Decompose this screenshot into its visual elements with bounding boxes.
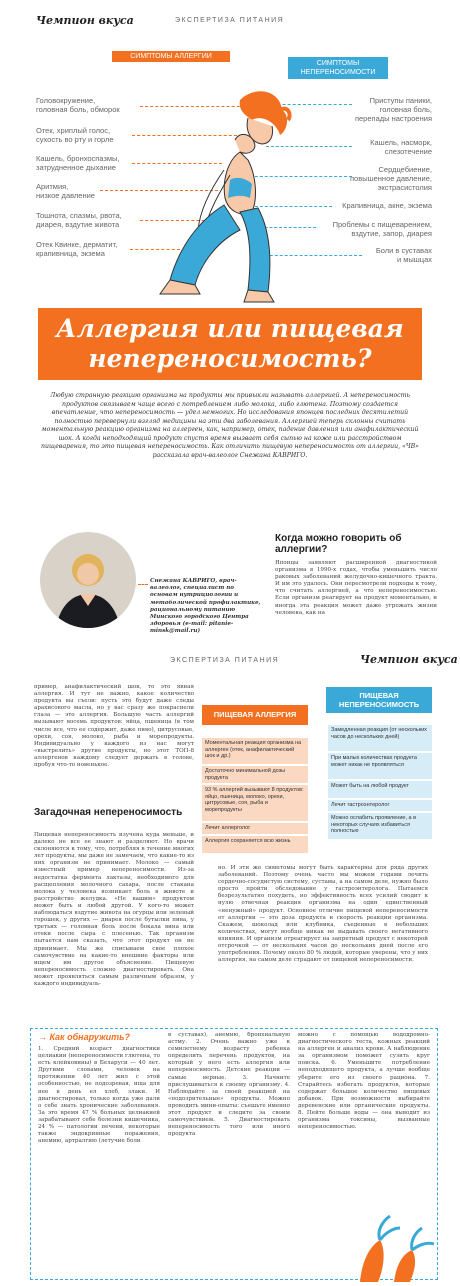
intolerance-tag-line2: НЕПЕРЕНОСИМОСТИ [300,69,376,76]
symptom-line: крапивница, экзема [36,249,105,258]
allergy-cell: 93 % аллергий вызывают 8 продуктов: яйцо, пшеница, молоко, орехи, цитрусовые, соя, рыба и морепродукты [202,785,308,821]
symptom-line: повышенное давление, [350,174,432,183]
vegetables-illustration [350,1210,436,1282]
symptom-line: Кашель, бронхоспазмы, [36,154,120,163]
allergy-header: ПИЩЕВАЯ АЛЛЕРГИЯ [202,705,308,725]
brand-logo: Чемпион вкуса [360,653,458,666]
intolerance-column [328,725,432,841]
symptom-line: вздутие, запор, диарея [351,229,432,238]
allergy-cell: Моментальная реакция организма на аллерген (отек, анафилактический шок и др.) [202,738,308,764]
lead-paragraph: Любую странную реакцию организма на продукты мы привыкли называть аллергией. А непереносимость продуктов связываем чаще всего с потреблением либо молока, либо глютена. Поэтому создается впечатление, что непереносимость — удел немногих. Но исследования японцев последних десятилетий полностью перевернули взгляд медицины на эти два заболевания. Аллергией теперь склонны считать моментальную реакцию организма на аллерген, как, например, отек, падение давления или анафилактический шок. А когда неподходящий продукт спустя время вызвает себя сыпью на коже или расстройством пищеварения, то это пищевая непереносимость. Как отличить пищевую непереносимость от аллергии, «ЧВ» рассказала врач-валеолог Снежана КАВРИГО. [41,392,419,459]
box-column: можно с помощью вододромно-диагностического теста, кожных реакций на аллерген и анализ крови. А наблюдение за организмом поможет сузить круг поиска. 6. Уменьшите потребление неподходящего продукта, а лучше вообще уберите его из своего рациона. 7. Старайтесь избегать продуктов, которые содержат большое количество пищевых добавок. При возможности выбирайте деревенские или органические продукты. 8. Пейте больше воды — она выводит из организма токсины, вызванные непереносимостью. [298,1032,430,1131]
allergy-symptoms-tag-label: СИМПТОМЫ АЛЛЕРГИИ [130,53,212,60]
symptom-line: Кашель, насморк, [370,138,432,147]
intolerance-symptom [350,165,432,192]
brand-logo: Чемпион вкуса [36,14,134,27]
symptom-line: сухость во рту и горле [36,135,114,144]
symptom-line: слезотечение [384,147,432,156]
box-column: 1. Средний возраст диагностики целиакии (непереносимости глютена, то есть клейковины) в Беларуси — 40 лет. Другими словами, человек на протяжении 40 лет жил с этой особенностью, не подозревая, ища для нее в день ел хлеб, злаки. И диагностировал, только когда уже дали о себе знать хронические заболевания. За это время 47 % больных целиакией зарабатывают себе болезни кишечника, 24 % — патологии печени, некоторые также эндокринные поражения, анемию, артралгию (летучие боли [38,1046,160,1145]
intolerance-tag-line1: СИМПТОМЫ [316,60,360,67]
section-heading: Загадочная непереносимость [34,807,183,818]
symptom-line: головная боль, обморок [36,105,120,114]
symptom-line: Отек, хриплый голос, [36,126,111,135]
intolerance-symptom [333,220,432,238]
intolerance-cell: Можно ослабить проявление, а в некоторых случаях избавиться полностью [328,813,432,839]
symptom-line: Боли в суставах [375,246,432,255]
caption-connector [138,584,148,585]
symptom-line: Проблемы с пищеварением, [332,220,432,229]
allergy-symptom [36,211,122,229]
intolerance-cell: Замедленная реакция (от нескольких часов до нескольких дней) [328,725,432,751]
symptom-line: Приступы паники, [369,96,432,105]
box-column: в суставах), анемию, бронхиальную астму. 2. Очень важно уже к семилетнему возрасту ребенка определить перечень продуктов, на который у него есть аллергия или непереносимость. Детские реакции — самые верные. 3. Начните прислушиваться к своему организму. 4. Наблюдайте за своей реакцией на «подозрительные» продукты. Можно проводить мини-опыты: съешьте именно этот продукт и следите за своим самочувствием. 5. Диагностировать непереносимость того или иного продукта [168,1032,290,1138]
box-title [38,1032,130,1042]
symptom-line: Крапивница, акне, экзема [342,201,432,210]
sidebar-text: Японцы заявляют расширенной диагностикой организма в 1990-х годах, чтобы уменьшить число раковых заболеваний желудочно-кишечного тракта. И им это удалось. Они пересмотрели подходы к тому, что считать аллергией, а что непереносимостью. Если организм реагирует на продукт моментально, и иногда эта реакция может даже угрожать жизни человека, как на [275,560,437,616]
intolerance-cell: Лечит гастроэнтеролог [328,800,432,811]
title-banner [38,308,422,380]
symptom-line: Сердцебиение, [378,165,432,174]
section-label: ЭКСПЕРТИЗА ПИТАНИЯ [175,17,285,24]
intro-column: пример, анафилактический шок, то это явная аллергия. И тут не важно, какое количество продукта вы съели: пусть это будут даже следы арахисового масла, но у вас сразу же покраснели глаза — это аллергия. Большую часть аллергий вызывают восемь продуктов: яйца, пшеница (в том числе все, что ее содержит, даже пиво), цитрусовые, орехи, соя, молоко, рыба и морепродукты. Индивидуально у каждого из нас могут «выстрелить» другие продукты, но этот ТОП-8 аллергенов каждому следует держать в голове, пробуя что-то новенькое. [34,684,194,769]
sidebar-heading: Когда можно говорить об аллергии? [275,533,402,555]
allergy-symptom [36,154,120,172]
allergy-column [202,738,308,855]
expert-photo [40,532,136,628]
woman-illustration [140,80,310,310]
allergy-symptom [36,126,114,144]
header-line: ПИЩЕВАЯ [359,691,399,700]
symptom-line: диарея, вздутие живота [36,220,120,229]
header-line: НЕПЕРЕНОСИМОСТЬ [338,700,420,709]
allergy-symptoms-tag [112,51,230,62]
portrait-icon [40,532,136,628]
symptom-line: Тошнота, спазмы, рвота, [36,211,122,220]
symptom-line: головная боль, [379,105,432,114]
section-label: ЭКСПЕРТИЗА ПИТАНИЯ [170,657,280,664]
intolerance-symptom [370,138,432,156]
symptom-line: перепады настроения [354,114,432,123]
symptom-line: затрудненное дыхание [36,163,116,172]
body-column-right: но. И эти же симптомы могут быть характерны для ряда других заболеваний. Поэтому очень часто мы можем годами лечить сердечно-сосудистую систему, суставы, а на самом деле, нужно было просто пройти обследование у гастроэнтеролога. Пытаемся безрезультатно похудеть, но эффективность всех усилий сводит к нулю отвечная реакция организма на один единственный «ненужный» продукт. Основное отличие пищевой непереносимости от аллергии — это доза продукта и скорость реакции организма. Скажем, шоколад или клубника, съеденные в небольших количествах, могут вообще никак не выдавать своего негативного влияния. И организм отреагирует на запретный продукт с некоторой отсрочкой — от нескольких часов до нескольких дней после его употребления. Почему около 80 % людей, которые уверены, что у них аллергия, на самом деле страдают от пищевой непереносимости. [218,865,428,964]
intolerance-cell: Может быть на любой продукт [328,781,432,798]
intolerance-cell: При малых количествах продукта может никак не проявляться [328,753,432,779]
expert-caption: Снежана КАВРИГО, врач-валеолог, специалист по основам нутрициологии и метаболической профилактике, рациональному питанию Минского городского Центра здоровья (e-mail: pitanie-minsk@mail.ru) [150,578,261,635]
arrow-icon: → [38,1032,47,1042]
intolerance-header [326,687,432,713]
allergy-symptom [36,96,120,114]
intolerance-symptoms-tag [288,57,388,79]
symptom-line: Аритмия, [36,182,69,191]
allergy-cell: Аллергия сохраняется всю жизнь [202,836,308,853]
intolerance-symptom [342,201,432,210]
page-title [38,314,422,374]
allergy-symptom [36,240,117,258]
symptom-line: Отек Квинке, дерматит, [36,240,118,249]
intolerance-symptom [376,246,432,264]
symptom-line: Головокружение, [36,96,96,105]
body-column: Пищевая непереносимость изучена куда меньше, и далеко не все ее знают и разделяют. Но врачи склоняются к тому, что, потребляя в течение многих лет продукты, мы даже не замечаем, что какие-то из них организм не принимает. Молоко — самый известный пример непереносимости. Из-за недостатка фермента лактазы, необходимого для расщепления молочного сахара, после стакана молока у человека возникает боль в животе и расстройство желудка. «Не вашим» продуктом может быть и любой другой. У кого-то может наблюдаться вздутие живота на огурцы или зеленый горошек, у других — диарея после бутылки пива, у третьих — головная боль после бокала вина или отеки после сыра с плесенью. Так организм пытается нам сказать, что этот продукт он не принимает. Мы же списываем свое плохое самочувствие на какие-то внешние факторы или ищем им другое объяснение. Пищевую непереносимость сложно диагностировать. Она может проявляться самым различным образом, у каждого индивидуаль- [34,832,194,987]
intolerance-symptom [355,96,432,123]
allergy-symptom [36,182,95,200]
symptom-line: экстрасистолия [377,183,432,192]
title-line: непереносимость? [88,344,372,373]
allergy-cell: Достаточно минимальной дозы продукта [202,766,308,783]
box-title-text: Как обнаружить? [49,1032,130,1042]
title-line: Аллергия или пищевая [56,314,404,343]
symptom-line: низкое давление [36,191,95,200]
allergy-cell: Лечит аллерголог [202,823,308,834]
symptom-line: и мышцах [396,255,432,264]
